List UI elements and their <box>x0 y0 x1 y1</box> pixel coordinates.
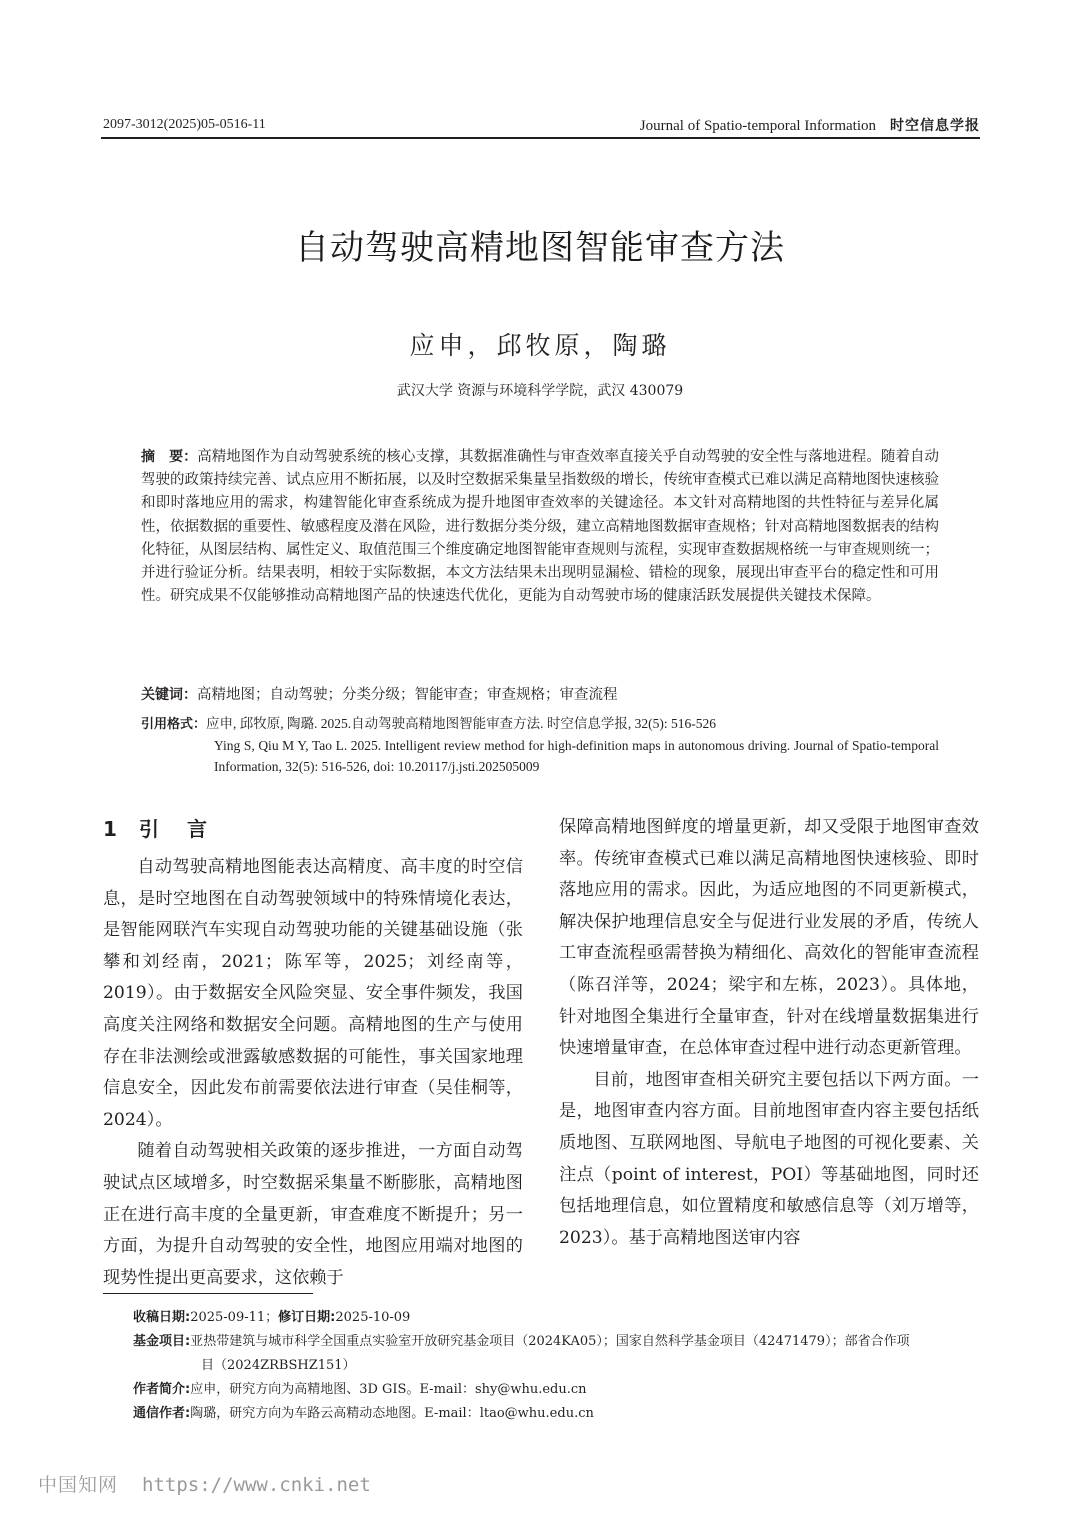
section-number: 1 <box>103 817 119 841</box>
cnki-watermark <box>38 1470 371 1497</box>
fund-text-cont: 目（2024ZRBSHZ151） <box>201 1358 356 1373</box>
fund-label: 基金项目: <box>133 1334 191 1349</box>
keywords-text: 高精地图；自动驾驶；分类分级；智能审查；审查规格；审查流程 <box>197 687 618 703</box>
footnote-dates <box>133 1306 980 1330</box>
left-column <box>103 812 523 1294</box>
abstract-label: 摘 要： <box>141 449 198 465</box>
citation-label: 引用格式： <box>141 717 207 732</box>
abstract-text: 高精地图作为自动驾驶系统的核心支撑，其数据准确性与审查效率直接关乎自动驾驶的安全性与落地进程。随着自动驾驶的政策持续完善、试点应用不断拓展，以及时空数据采集量呈指数级的增长，传统审查模式已难以满足高精地图快速核验和即时落地应用的需求，构建智能化审查系统成为提升地图审查效率的关键途径。本文针对高精地图的共性特征与差异化属性，依据数据的重要性、敏感程度及潜在风险，进行数据分类分级，建立高精地图数据审查规格；针对高精地图数据表的结构化特征，从图层结构、属性定义、取值范围三个维度确定地图智能审查规则与流程，实现审查数据规格统一与审查规则统一；并进行验证分析。结果表明，相较于实际数据，本文方法结果未出现明显漏检、错检的现象，展现出审查平台的稳定性和可用性。研究成果不仅能够推动高精地图产品的快速迭代优化，更能为自动驾驶市场的健康活跃发展提供关键技术保障。 <box>141 449 939 605</box>
citation-cn: 应申, 邱牧原, 陶璐. 2025.自动驾驶高精地图智能审查方法. 时空信息学报, 32(5): 516-526 <box>206 716 717 731</box>
citation-en: Ying S, Qiu M Y, Tao L. 2025. Intelligent review method for high-definition maps in autonomous driving. Journal of Spatio-temporal Information, 32(5): 516-526, doi: 10.20117/j.jsti.202505009 <box>214 738 939 774</box>
section-title-a: 引 <box>139 817 161 841</box>
author-list: 应申，邱牧原，陶璐 <box>409 331 671 360</box>
journal-name-en: Journal of Spatio-temporal Information <box>639 118 876 134</box>
section-title-b: 言 <box>187 817 209 841</box>
revised-date: 2025-10-09 <box>335 1310 411 1325</box>
header-rule <box>101 137 980 139</box>
paragraph: 随着自动驾驶相关政策的逐步推进，一方面自动驾驶试点区域增多，时空数据采集量不断膨胀，高精地图正在进行高丰度的全量更新，审查难度不断提升；另一方面，为提升自动驾驶的安全性，地图应用端对地图的现势性提出更高要求，这依赖于 <box>103 1141 523 1288</box>
fund-text: 亚热带建筑与城市科学全国重点实验室开放研究基金项目（2024KA05）；国家自然科学基金项目（42471479）；部省合作项 <box>190 1334 910 1349</box>
keywords <box>141 683 939 704</box>
cnki-url: https://www.cnki.net <box>142 1474 371 1496</box>
received-date: 2025-09-11； <box>190 1310 279 1325</box>
abstract <box>141 446 939 608</box>
footnote-author <box>133 1378 980 1402</box>
cnki-logo: 中国知网 <box>38 1474 119 1496</box>
revised-label: 修订日期: <box>278 1310 336 1325</box>
right-column <box>559 812 979 1254</box>
section-heading <box>103 814 523 844</box>
journal-header <box>640 115 980 135</box>
paragraph: 自动驾驶高精地图能表达高精度、高丰度的时空信息，是时空地图在自动驾驶领域中的特殊情境化表达，是智能网联汽车实现自动驾驶功能的关键基础设施（张攀和刘经南，2021；陈军等，2025；刘经南等，2019）。由于数据安全风险突显、安全事件频发，我国高度关注网络和数据安全问题。高精地图的生产与使用存在非法测绘或泄露敏感数据的可能性，事关国家地理信息安全，因此发布前需要依法进行审查（吴佳桐等，2024）。 <box>103 857 523 1130</box>
keywords-label: 关键词： <box>141 687 197 703</box>
corresponding-author: 陶璐，研究方向为车路云高精动态地图。E-mail：ltao@whu.edu.cn <box>190 1406 594 1421</box>
paragraph: 保障高精地图鲜度的增量更新，却又受限于地图审查效率。传统审查模式已难以满足高精地图快速核验、即时落地应用的需求。因此，为适应地图的不同更新模式，解决保护地理信息安全与促进行业发展的矛盾，传统人工审查流程亟需替换为精细化、高效化的智能审查流程（陈召洋等，2024；梁宇和左栋，2023）。具体地，针对地图全集进行全量审查，针对在线增量数据集进行快速增量审查，在总体审查过程中进行动态更新管理。 <box>559 817 979 1059</box>
author-bio: 应申，研究方向为高精地图、3D GIS。E-mail：shy@whu.edu.cn <box>190 1382 587 1397</box>
paper-title: 自动驾驶高精地图智能审查方法 <box>295 228 785 268</box>
author-bio-label: 作者简介: <box>133 1382 191 1397</box>
article-code: 2097-3012(2025)05-0516-11 <box>103 117 266 132</box>
footnote-fund <box>133 1330 980 1378</box>
footnote-rule <box>103 1293 313 1294</box>
affiliation: 武汉大学 资源与环境科学学院，武汉 430079 <box>396 383 684 399</box>
paragraph: 目前，地图审查相关研究主要包括以下两方面。一是，地图审查内容方面。目前地图审查内容主要包括纸质地图、互联网地图、导航电子地图的可视化要素、关注点（point of interest，POI）等基础地图，同时还包括地理信息，如位置精度和敏感信息等（刘万增等，2023）。基于高精地图送审内容 <box>559 1069 979 1248</box>
corresponding-label: 通信作者: <box>133 1406 191 1421</box>
footnote-corresponding <box>133 1402 980 1426</box>
journal-name-cn: 时空信息学报 <box>890 118 980 134</box>
received-label: 收稿日期: <box>133 1310 191 1325</box>
citation-format <box>141 713 939 777</box>
